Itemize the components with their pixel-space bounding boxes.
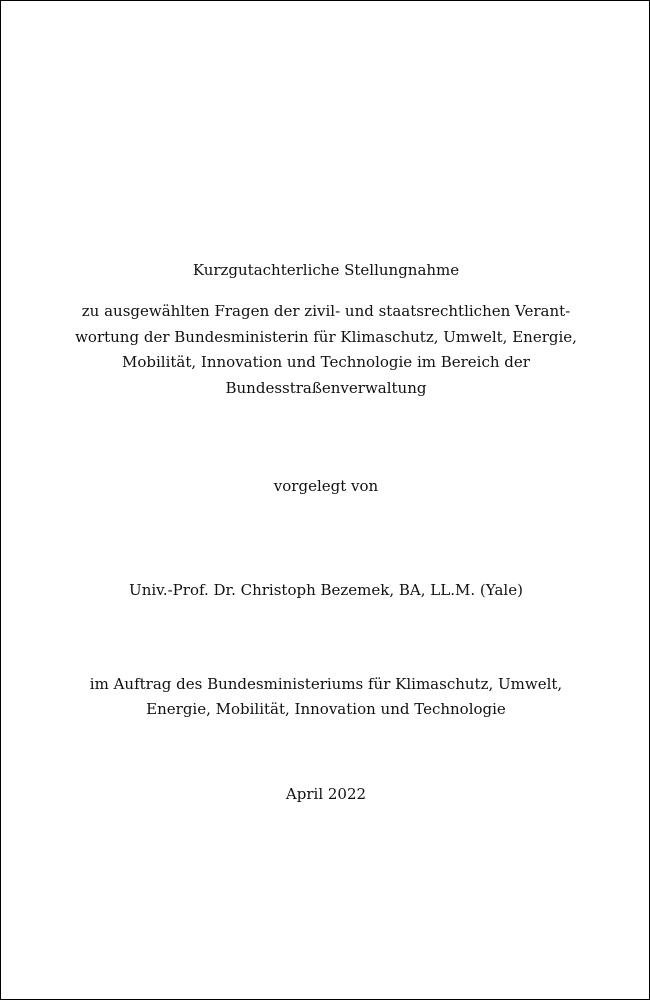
subject-line-4: Bundesstraßenverwaltung: [225, 379, 427, 397]
document-title: Kurzgutachterliche Stellungnahme: [192, 261, 460, 279]
document-date: April 2022: [285, 785, 367, 803]
subject-line-1: zu ausgewählten Fragen der zivil- und staatsrechtlichen Verant-: [81, 302, 571, 320]
subject-line-3: Mobilität, Innovation und Technologie im Bereich der: [122, 353, 530, 371]
commission-line-1: im Auftrag des Bundesministeriums für Klimaschutz, Umwelt,: [89, 675, 563, 693]
commission-line-2: Energie, Mobilität, Innovation und Technologie: [146, 700, 506, 718]
subject-line-2: wortung der Bundesministerin für Klimaschutz, Umwelt, Energie,: [75, 328, 577, 346]
presented-by: vorgelegt von: [273, 477, 379, 495]
author-name: Univ.-Prof. Dr. Christoph Bezemek, BA, LL.M. (Yale): [129, 581, 523, 599]
